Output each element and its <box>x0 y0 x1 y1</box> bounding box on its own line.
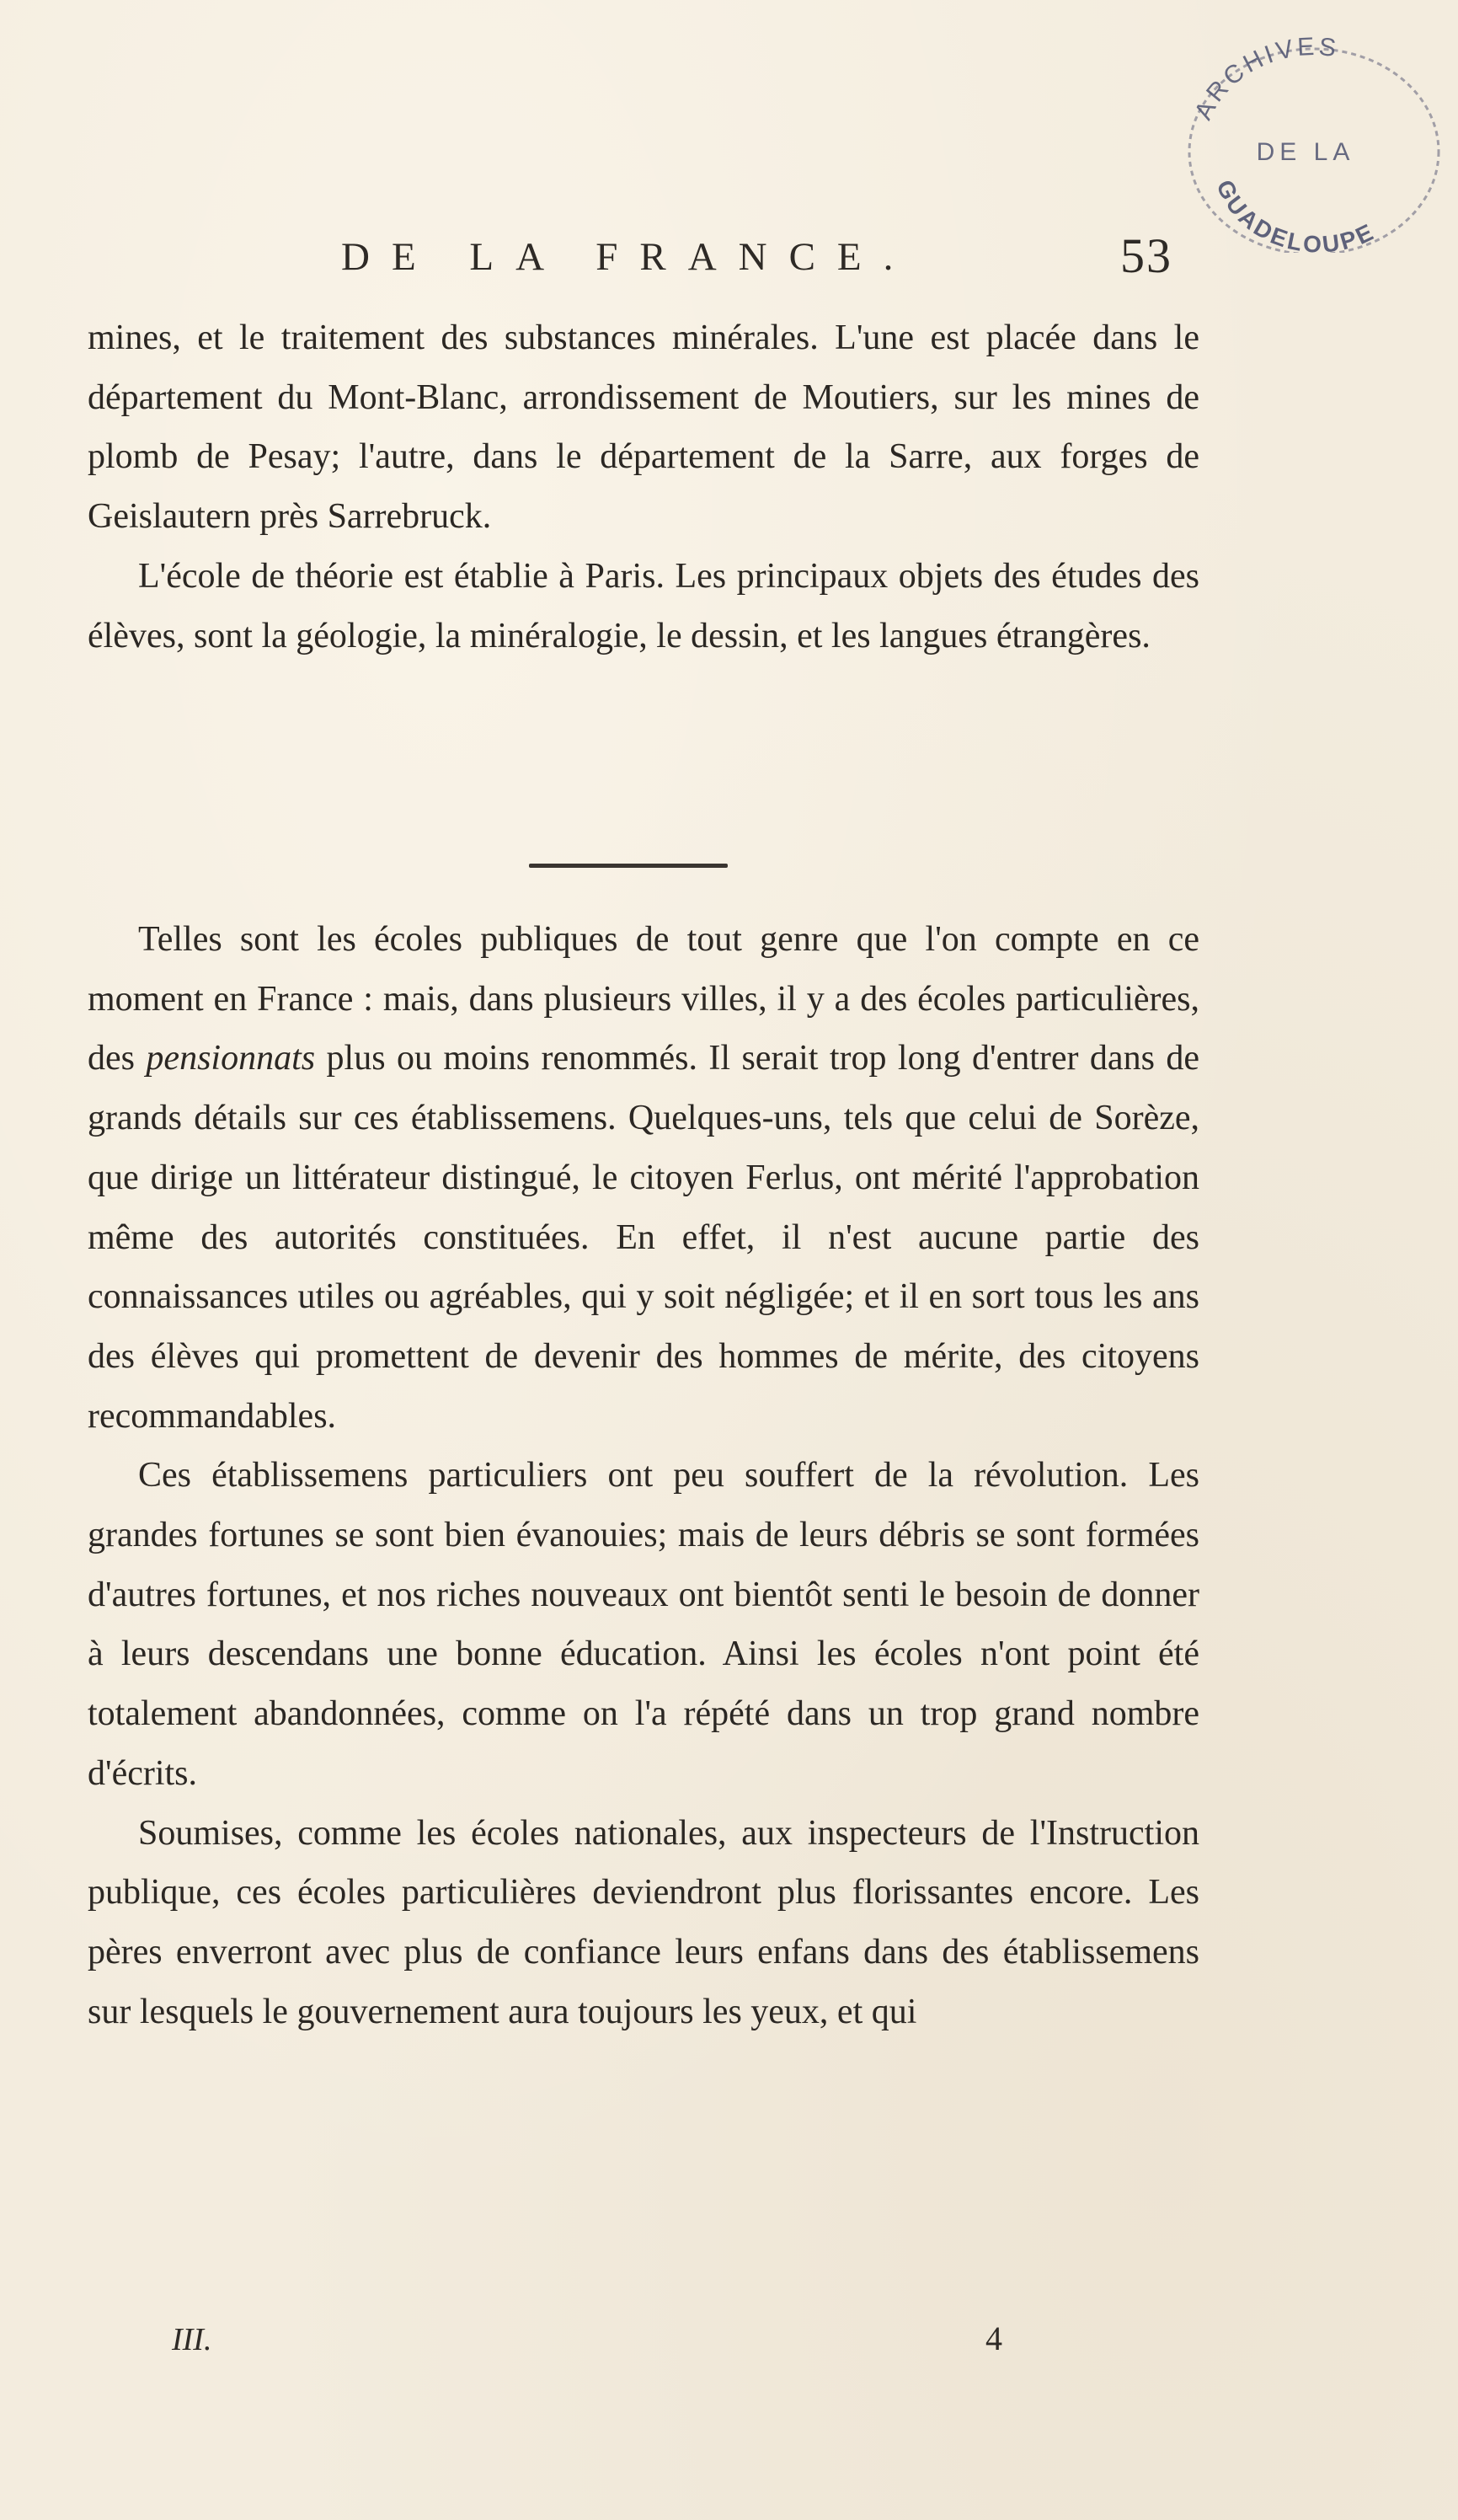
signature-mark: III. <box>172 2322 212 2357</box>
stamp-text-bottom: GUADELOUPE <box>1211 175 1380 253</box>
svg-text:GUADELOUPE <box>1211 176 1379 253</box>
stamp-text-middle: DE LA <box>1256 138 1355 166</box>
paragraph-ecoles-part-a: Telles sont les écoles publiques de tout genre que l'on compte en ce moment en France : mais, dans plusieurs villes, il y a des écoles particulières, des <box>88 920 1199 1078</box>
paragraph-revolution: Ces établissemens particuliers ont peu souffert de la révolution. Les grandes fortunes se sont bien évanouies; mais de leurs débris se sont formées d'autres fortunes, et nos riches nouveaux ont bientôt senti le besoin de donner à leurs descendans une bonne éducation. Ainsi les écoles n'ont point été totalement abandonnées, comme on l'a répété dans un trop grand nombre d'écrits. <box>88 1456 1199 1793</box>
paragraph-soumises: Soumises, comme les écoles nationales, aux inspecteurs de l'Instruction publique, ces écoles particulières deviendront plus florissantes encore. Les pères enverront avec plus de confiance leurs enfans dans des établissemens sur lesquels le gouvernement aura toujours les yeux, et qui <box>88 1813 1199 2031</box>
paragraph-ecole-theorie: L'école de théorie est établie à Paris. Les principaux objets des études des élèves, sont la géologie, la minéralogie, le dessin, et les langues étrangères. <box>88 556 1199 655</box>
italic-pensionnats: pensionnats <box>146 1039 316 1078</box>
running-head: DE LA FRANCE. <box>341 235 916 279</box>
section-bottom <box>88 910 1199 2041</box>
paragraph-ecoles-particulieres <box>88 910 1199 1446</box>
page-number: 53 <box>1120 228 1172 283</box>
paragraph-ecoles-part-b: plus ou moins renommés. Il serait trop long d'entrer dans de grands détails sur ces établissemens. Quelques-uns, tels que celui de Sorèze, que dirige un littérateur distingué, le citoyen Ferlus, ont mérité l'approbation même des autorités constituées. En effet, il n'est aucune partie des connaissances utiles ou agréables, qui y soit négligée; et il en sort tous les ans des élèves qui promettent de devenir des hommes de mérite, des citoyens recommandables. <box>88 1039 1199 1436</box>
archives-stamp <box>1171 34 1449 253</box>
stamp-text-top: ARCHIVES <box>1189 34 1341 125</box>
section-divider <box>529 864 728 868</box>
signature-number: 4 <box>985 2319 1002 2357</box>
section-top <box>88 308 1199 666</box>
svg-text:ARCHIVES <box>1189 34 1341 124</box>
paragraph-mines: mines, et le traitement des substances minérales. L'une est placée dans le département du Mont-Blanc, arrondissement de Moutiers, sur les mines de plomb de Pesay; l'autre, dans le département de la Sarre, aux forges de Geislautern près Sarrebruck. <box>88 318 1199 537</box>
